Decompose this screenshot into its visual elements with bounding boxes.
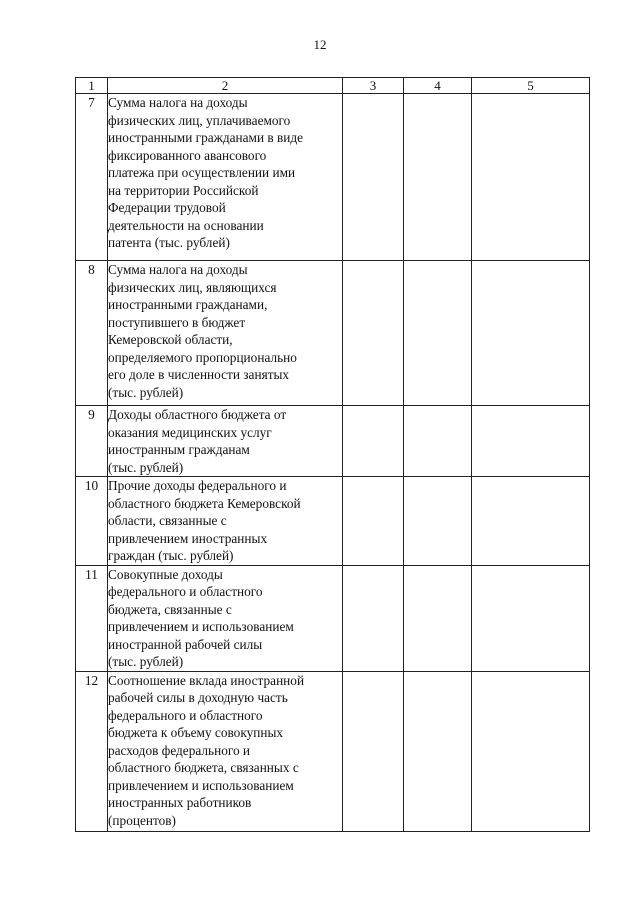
description-line: иностранными гражданами, — [108, 297, 268, 312]
description-line: Доходы областного бюджета от — [108, 407, 287, 422]
table-row — [76, 261, 590, 406]
row-description — [108, 406, 343, 477]
description-line: физических лиц, уплачиваемого — [108, 112, 291, 128]
value-cell-col4 — [404, 477, 472, 566]
row-number: 9 — [76, 406, 108, 477]
value-cell-col3 — [343, 261, 404, 406]
value-cell-col3 — [343, 94, 404, 261]
description-line: патента (тыс. рублей) — [108, 235, 230, 250]
description-line: платежа при осуществлении ими — [108, 165, 296, 180]
description-line: Совокупные доходы — [108, 566, 223, 582]
description-line: области, связанные с — [108, 513, 227, 528]
description-line: (тыс. рублей) — [108, 459, 184, 475]
column-header: 2 — [108, 78, 343, 94]
column-header: 3 — [343, 78, 404, 94]
description-line: привлечением и использованием — [108, 777, 294, 793]
page-number: 12 — [313, 37, 327, 52]
table-row — [76, 94, 590, 261]
value-cell-col4 — [404, 261, 472, 406]
description-line: областного бюджета, связанных с — [108, 760, 299, 775]
description-line: областного бюджета Кемеровской — [108, 495, 301, 511]
column-header: 1 — [76, 78, 108, 94]
row-number: 12 — [76, 671, 108, 831]
description-line: его доле в численности занятых — [108, 367, 290, 382]
description-line: определяемого пропорционально — [108, 349, 297, 365]
column-header: 5 — [472, 78, 590, 94]
description-line: деятельности на основании — [108, 217, 264, 233]
table-row — [76, 565, 590, 671]
description-line: Сумма налога на доходы — [108, 95, 248, 110]
value-cell-col5 — [472, 261, 590, 406]
row-description — [108, 261, 343, 406]
description-line: бюджета, связанные с — [108, 601, 232, 617]
row-description — [108, 94, 343, 261]
description-line: на территории Российской — [108, 182, 259, 198]
description-line: иностранной рабочей силы — [108, 636, 263, 652]
row-number: 7 — [76, 94, 108, 261]
value-cell-col4 — [404, 94, 472, 261]
row-description — [108, 565, 343, 671]
description-line: бюджета к объему совокупных — [108, 725, 284, 740]
value-cell-col4 — [404, 406, 472, 477]
value-cell-col3 — [343, 565, 404, 671]
row-number: 11 — [76, 565, 108, 671]
row-description — [108, 477, 343, 566]
table-header-row — [76, 78, 590, 94]
description-line: физических лиц, являющихся — [108, 279, 277, 295]
description-line: Кемеровской области, — [108, 332, 233, 347]
description-line: (процентов) — [108, 812, 176, 828]
indicators-table — [75, 77, 590, 832]
table-row — [76, 406, 590, 477]
description-line: привлечением иностранных — [108, 530, 268, 546]
description-line: граждан (тыс. рублей) — [108, 548, 234, 563]
value-cell-col5 — [472, 477, 590, 566]
value-cell-col5 — [472, 406, 590, 477]
value-cell-col5 — [472, 671, 590, 831]
value-cell-col5 — [472, 94, 590, 261]
description-line: федерального и областного — [108, 584, 263, 599]
description-line: иностранными гражданами в виде — [108, 130, 304, 145]
description-line: (тыс. рублей) — [108, 654, 184, 669]
value-cell-col3 — [343, 406, 404, 477]
description-line: (тыс. рублей) — [108, 384, 184, 400]
description-line: расходов федерального и — [108, 742, 251, 758]
value-cell-col3 — [343, 477, 404, 566]
description-line: Соотношение вклада иностранной — [108, 672, 305, 688]
row-number: 8 — [76, 261, 108, 406]
value-cell-col3 — [343, 671, 404, 831]
description-line: оказания медицинских услуг — [108, 424, 272, 440]
description-line: иностранных работников — [108, 795, 252, 810]
value-cell-col4 — [404, 565, 472, 671]
row-description — [108, 671, 343, 831]
table-row — [76, 477, 590, 566]
value-cell-col5 — [472, 565, 590, 671]
description-line: иностранным гражданам — [108, 442, 250, 457]
description-line: поступившего в бюджет — [108, 314, 246, 330]
description-line: федерального и областного — [108, 707, 263, 723]
column-header: 4 — [404, 78, 472, 94]
description-line: Сумма налога на доходы — [108, 262, 248, 277]
description-line: фиксированного авансового — [108, 147, 267, 163]
row-number: 10 — [76, 477, 108, 566]
value-cell-col4 — [404, 671, 472, 831]
table-row — [76, 671, 590, 831]
description-line: Прочие доходы федерального и — [108, 478, 287, 493]
description-line: Федерации трудовой — [108, 200, 226, 215]
description-line: рабочей силы в доходную часть — [108, 690, 288, 705]
description-line: привлечением и использованием — [108, 619, 294, 634]
